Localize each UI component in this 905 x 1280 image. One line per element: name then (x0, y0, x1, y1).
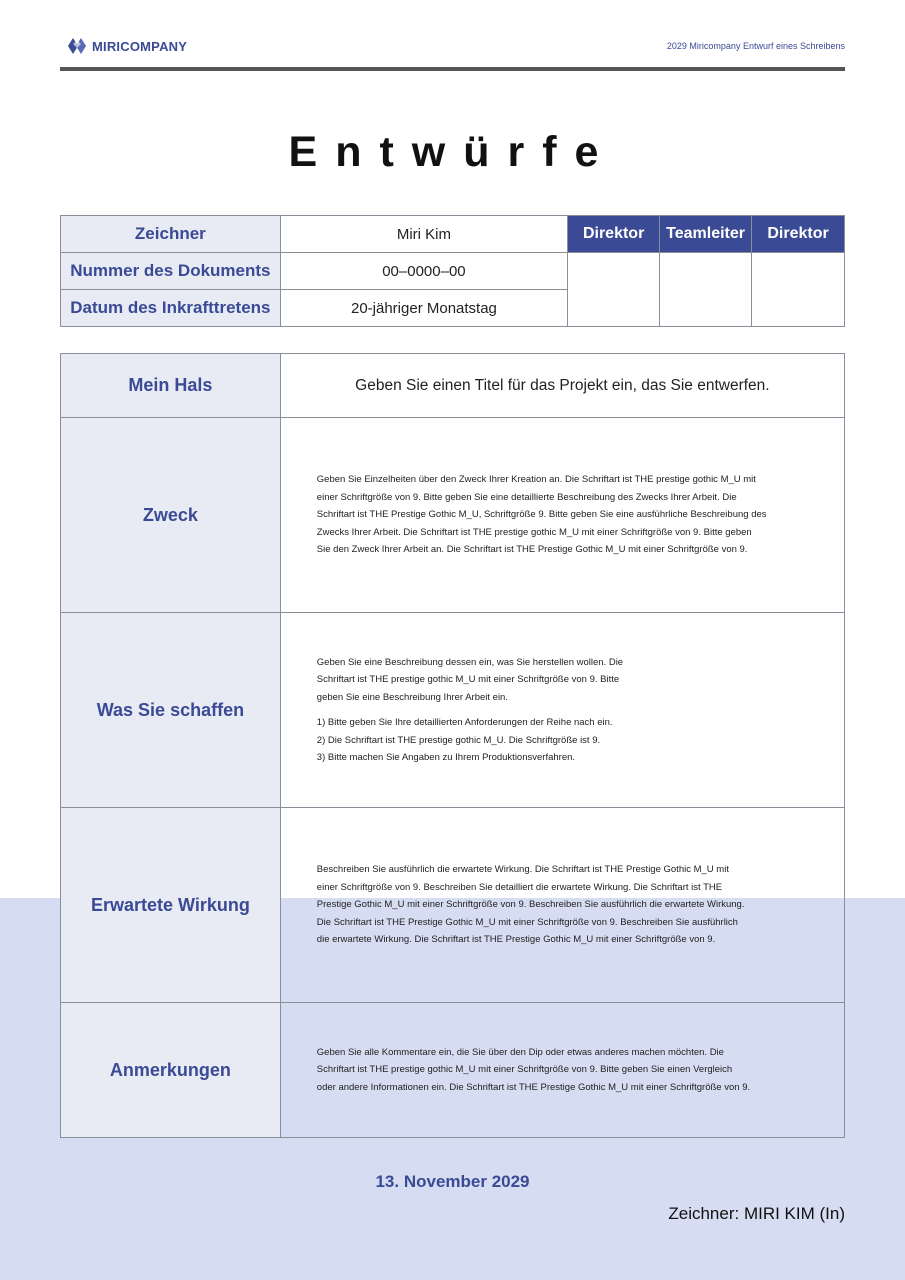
text-line: Sie den Zweck Ihrer Arbeit an. Die Schriftart ist THE Prestige Gothic M_U mit einer Schriftgröße von 9. (316, 544, 748, 556)
section-label-notes: Anmerkungen (61, 1003, 281, 1138)
drafter-value: Miri Kim (280, 216, 567, 253)
section-label-creation: Was Sie schaffen (61, 613, 281, 808)
approval-director-1: Direktor (568, 216, 660, 253)
section-label-expected-effect: Erwartete Wirkung (61, 808, 281, 1003)
text-line: einer Schriftgröße von 9. Beschreiben Sie detailliert die erwartete Wirkung. Die Schriftart ist THE (316, 881, 723, 893)
header-caption: 2029 Miricompany Entwurf eines Schreibens (666, 41, 845, 51)
page-header (60, 34, 845, 60)
signature-box-director-1[interactable] (568, 253, 660, 327)
text-line: Geben Sie alle Kommentare ein, die Sie über den Dip oder etwas anderes machen möchten. Die (316, 1046, 724, 1058)
company-logo (66, 36, 187, 56)
text-line: Die Schriftart ist THE Prestige Gothic M_U mit einer Schriftgröße von 9. Beschreiben Sie ausführlich (316, 916, 738, 928)
text-line: geben Sie eine Beschreibung Ihrer Arbeit ein. (316, 691, 508, 703)
section-text-purpose (280, 418, 844, 613)
header-divider (60, 67, 845, 71)
text-line: Schriftart ist THE Prestige Gothic M_U, Schriftgröße 9. Bitte geben Sie eine ausführliche Beschreibung des (316, 509, 767, 521)
approval-teamleader: Teamleiter (660, 216, 752, 253)
text-line: Schriftart ist THE prestige gothic M_U mit einer Schriftgröße von 9. Bitte (316, 674, 620, 685)
text-line: Geben Sie Einzelheiten über den Zweck Ihrer Kreation an. Die Schriftart ist THE prestige gothic M_U mit (316, 474, 756, 486)
text-line: Geben Sie eine Beschreibung dessen ein, was Sie herstellen wollen. Die (316, 656, 624, 668)
section-label-purpose: Zweck (61, 418, 281, 613)
signature-box-director-2[interactable] (752, 253, 845, 327)
project-details-table (60, 353, 845, 1138)
document-date: 13. November 2029 (375, 1172, 530, 1191)
section-text-notes (280, 1003, 844, 1138)
text-line: die erwartete Wirkung. Die Schriftart ist THE Prestige Gothic M_U mit einer Schriftgröße von 9. (316, 934, 716, 946)
signature-box-teamleader[interactable] (660, 253, 752, 327)
document-info-table (60, 215, 845, 327)
effective-date-label: Datum des Inkrafttretens (61, 290, 281, 327)
text-line: Beschreiben Sie ausführlich die erwartete Wirkung. Die Schriftart ist THE Prestige Gothic M_U mit (316, 864, 729, 876)
document-number-label: Nummer des Dokuments (61, 253, 281, 290)
text-line: Prestige Gothic M_U mit einer Schriftgröße von 9. Beschreiben Sie ausführlich die erwartete Wirkung. (316, 899, 745, 911)
document-number-value: 00–0000–00 (280, 253, 567, 290)
list-item: 1) Bitte geben Sie Ihre detaillierten Anforderungen der Reihe nach ein. (316, 717, 613, 728)
section-value-title: Geben Sie einen Titel für das Projekt ein, das Sie entwerfen. (280, 354, 844, 418)
text-line: Zwecks Ihrer Arbeit. Die Schriftart ist THE prestige gothic M_U mit einer Schriftgröße von 9. Bitte geben (316, 526, 752, 538)
text-line: oder andere Informationen ein. Die Schriftart ist THE Prestige Gothic M_U mit einer Schriftgröße von 9. (316, 1081, 751, 1093)
list-item: 2) Die Schriftart ist THE prestige gothic M_U. Die Schriftgröße ist 9. (316, 734, 601, 746)
effective-date-value: 20-jähriger Monatstag (280, 290, 567, 327)
drafter-signature: Zeichner: MIRI KIM (In) (668, 1204, 845, 1223)
list-item: 3) Bitte machen Sie Angaben zu Ihrem Produktionsverfahren. (316, 752, 576, 763)
section-text-expected-effect (280, 808, 844, 1003)
text-line: Schriftart ist THE prestige gothic M_U mit einer Schriftgröße von 9. Bitte geben Sie einen Vergleich (316, 1064, 733, 1076)
drafter-label: Zeichner (61, 216, 281, 253)
logo-text: MIRICOMPANY (92, 38, 188, 54)
approval-director-2: Direktor (752, 216, 845, 253)
section-label-title: Mein Hals (61, 354, 281, 418)
text-line: einer Schriftgröße von 9. Bitte geben Sie eine detaillierte Beschreibung des Zwecks Ihrer Arbeit. Die (316, 491, 737, 503)
page-title: Entwürfe (288, 128, 617, 176)
logo-icon (66, 36, 88, 56)
section-text-creation (280, 613, 844, 808)
